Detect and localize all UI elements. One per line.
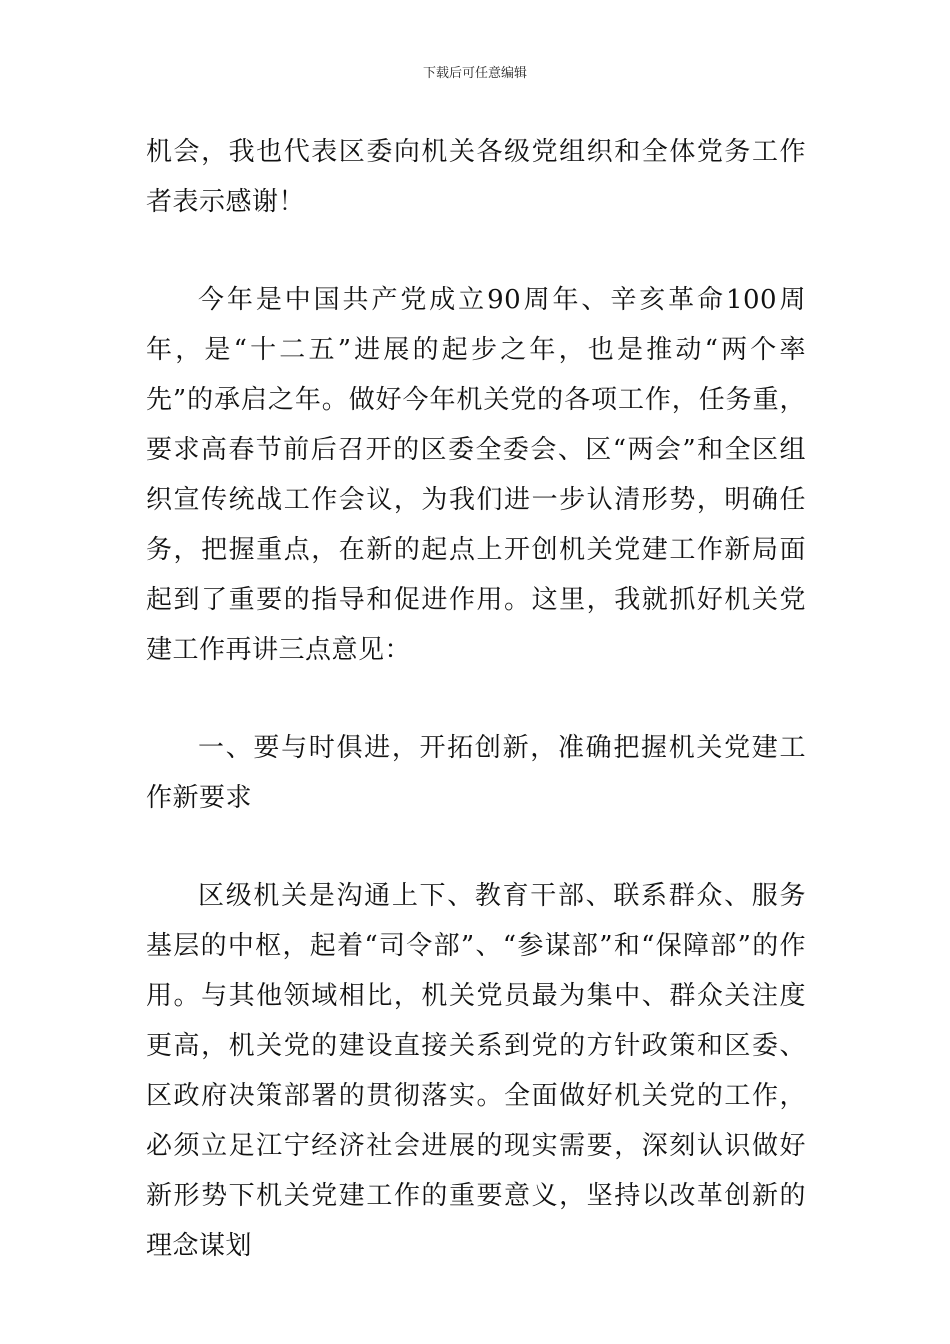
section-heading-one: 一、要与时俱进，开拓创新，准确把握机关党建工作新要求 [146, 733, 806, 813]
paragraph-anniversary: 今年是中国共产党成立90周年、辛亥革命100周年，是“十二五”进展的起步之年，也是推动“两个率先”的承启之年。做好今年机关党的各项工作，任务重，要求高春节前后召开的区委全委会、区“两会”和全区组织宣传统战工作会议，为我们进一步认清形势，明确任务，把握重点，在新的起点上开创机关党建工作新局面起到了重要的指导和促进作用。这里，我就抓好机关党建工作再讲三点意见： [146, 285, 806, 665]
document-body-3 [146, 723, 806, 823]
document-body-2 [146, 275, 806, 675]
paragraph-continuation: 机会，我也代表区委向机关各级党组织和全体党务工作者表示感谢！ [146, 137, 806, 217]
page-header-note: 下载后可任意编辑 [422, 66, 527, 81]
document-body-4 [146, 871, 806, 1271]
paragraph-district-organs: 区级机关是沟通上下、教育干部、联系群众、服务基层的中枢，起着“司令部”、“参谋部”和“保障部”的作用。与其他领域相比，机关党员最为集中、群众关注度更高，机关党的建设直接关系到党的方针政策和区委、区政府决策部署的贯彻落实。全面做好机关党的工作，必须立足江宁经济社会进展的现实需要，深刻认识做好新形势下机关党建工作的重要意义，坚持以改革创新的理念谋划 [146, 881, 806, 1261]
document-body [146, 127, 806, 227]
